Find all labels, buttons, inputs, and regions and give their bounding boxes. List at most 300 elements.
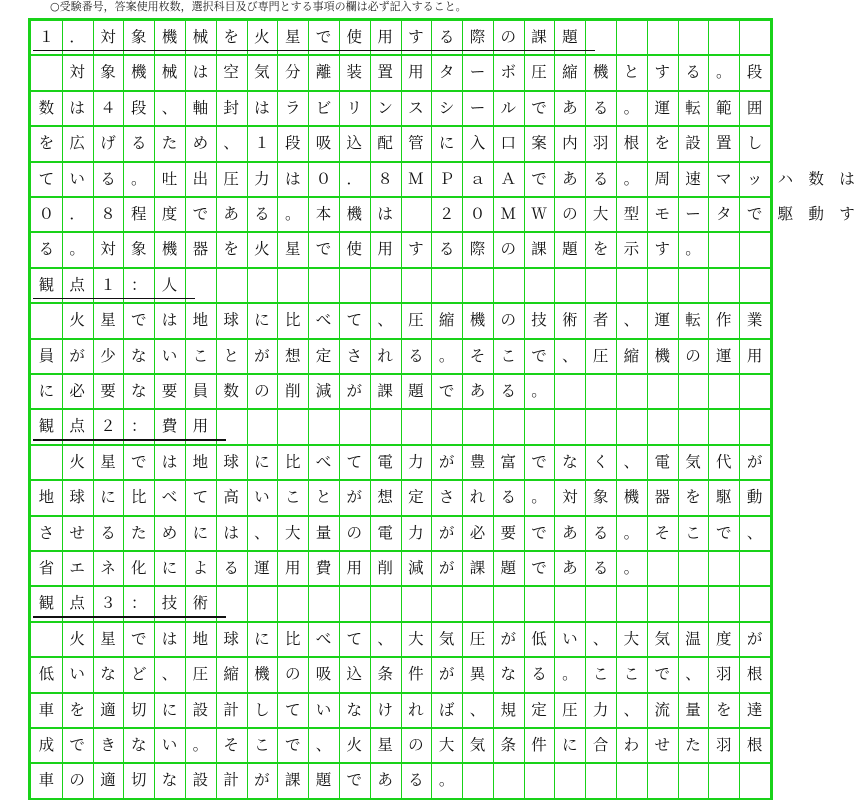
grid-cell: そ <box>223 735 239 754</box>
grid-cell: に <box>562 735 578 754</box>
grid-cell: 流 <box>654 700 670 719</box>
grid-cell: が <box>254 346 270 365</box>
grid-cell: ． <box>69 204 85 223</box>
grid-cell: せ <box>654 735 670 754</box>
grid-cell: 象 <box>592 488 609 507</box>
grid-cell: る <box>100 523 116 542</box>
heading-underline <box>33 439 226 441</box>
grid-cell: 段 <box>746 63 763 82</box>
grid-cell: ば <box>438 700 455 719</box>
grid-cell: 置 <box>377 63 393 82</box>
grid-cell: タ <box>716 204 732 223</box>
grid-cell: 、 <box>315 735 332 754</box>
grid-cell: リ <box>346 98 363 117</box>
grid-cell: ー <box>685 204 701 223</box>
grid-cell: 比 <box>284 311 301 330</box>
grid-cell: 象 <box>131 240 147 259</box>
grid-cell: 囲 <box>746 98 763 117</box>
text-row <box>31 764 770 799</box>
grid-cell: Ｍ <box>500 204 517 223</box>
grid-cell: の <box>408 735 424 754</box>
grid-cell: を <box>69 700 85 719</box>
grid-cell: ー <box>469 63 486 82</box>
grid-cell <box>31 623 62 656</box>
grid-cell: 数 <box>38 98 55 117</box>
grid-cell: 、 <box>377 629 393 648</box>
grid-cell: 転 <box>685 311 701 330</box>
grid-cell: ル <box>500 98 517 117</box>
grid-cell: に <box>100 488 116 507</box>
grid-cell: 封 <box>223 98 239 117</box>
grid-cell: 圧 <box>562 700 578 719</box>
heading-underline <box>33 616 226 618</box>
grid-cell: ３ <box>100 594 116 613</box>
grid-cell: が <box>746 629 763 648</box>
grid-cell: ビ <box>315 98 332 117</box>
grid-cell: タ <box>438 63 455 82</box>
grid-cell: の <box>685 346 701 365</box>
grid-cell: は <box>284 169 301 188</box>
grid-cell: Ｍ <box>408 169 424 188</box>
grid-cell: れ <box>377 346 393 365</box>
grid-cell: 象 <box>100 63 116 82</box>
grid-cell: 設 <box>192 771 209 790</box>
grid-cell: 低 <box>38 665 55 684</box>
grid-cell: る <box>592 558 609 577</box>
grid-cell: ０ <box>469 204 486 223</box>
grid-cell: 用 <box>377 27 393 46</box>
text-row <box>31 233 770 268</box>
grid-cell: 用 <box>192 417 209 436</box>
grid-cell: 用 <box>377 240 393 259</box>
grid-cell: す <box>654 63 670 82</box>
grid-cell: を <box>654 134 670 153</box>
grid-cell: 球 <box>223 452 239 471</box>
grid-cell: 、 <box>469 700 486 719</box>
grid-cell: で <box>131 452 147 471</box>
grid-cell: 動 <box>746 488 763 507</box>
grid-cell: 。 <box>192 735 209 754</box>
grid-cell: ２ <box>100 417 116 436</box>
grid-cell: 題 <box>562 27 578 46</box>
grid-cell: す <box>654 240 670 259</box>
grid-cell: 込 <box>346 665 363 684</box>
grid-cell: は <box>192 63 209 82</box>
grid-cell: ０ <box>38 204 55 223</box>
grid-cell: 型 <box>623 204 640 223</box>
grid-cell: べ <box>315 629 332 648</box>
grid-cell: る <box>408 346 424 365</box>
grid-cell: 。 <box>131 169 147 188</box>
grid-cell: 圧 <box>192 665 209 684</box>
grid-cell: を <box>716 700 732 719</box>
grid-cell: Ｐ <box>438 169 455 188</box>
grid-cell: 設 <box>192 700 209 719</box>
grid-cell: な <box>100 665 116 684</box>
grid-cell <box>401 198 432 231</box>
grid-cell: れ <box>408 700 424 719</box>
grid-cell: ボ <box>500 63 517 82</box>
grid-cell: ２ <box>438 204 455 223</box>
grid-cell: で <box>284 735 301 754</box>
grid-cell: 、 <box>254 523 270 542</box>
grid-cell: 、 <box>592 629 609 648</box>
grid-cell: で <box>438 381 455 400</box>
grid-cell: こ <box>500 346 517 365</box>
grid-cell: と <box>315 488 332 507</box>
grid-cell: な <box>161 771 178 790</box>
text-row <box>31 694 770 729</box>
grid-cell: 計 <box>223 700 239 719</box>
grid-cell: 題 <box>315 771 332 790</box>
grid-cell: の <box>284 665 301 684</box>
grid-cell: る <box>500 488 517 507</box>
grid-cell: 題 <box>562 240 578 259</box>
text-row <box>31 658 770 693</box>
form-instruction: ○受験番号，答案使用枚数，選択科目及び専門とする事項の欄は必ず記入すること。 <box>50 0 467 13</box>
grid-cell: ０ <box>315 169 332 188</box>
grid-cell: 星 <box>100 452 116 471</box>
grid-cell: る <box>254 204 270 223</box>
grid-cell: で <box>131 311 147 330</box>
text-row <box>31 517 770 552</box>
grid-cell: な <box>131 381 147 400</box>
grid-cell: め <box>161 523 178 542</box>
grid-cell: る <box>223 558 239 577</box>
grid-cell: 作 <box>716 311 732 330</box>
grid-cell: あ <box>562 523 578 542</box>
grid-cell: 羽 <box>716 735 732 754</box>
grid-cell: の <box>346 523 363 542</box>
grid-cell: を <box>592 240 609 259</box>
grid-cell: で <box>531 98 547 117</box>
grid-cell: 駆 <box>716 488 732 507</box>
grid-cell: た <box>161 134 178 153</box>
grid-cell: 火 <box>69 311 85 330</box>
grid-cell: 周 <box>654 169 670 188</box>
grid-cell: 地 <box>192 311 209 330</box>
text-row <box>31 375 770 410</box>
grid-cell: 対 <box>100 27 116 46</box>
text-row <box>31 92 770 127</box>
text-row <box>31 623 770 658</box>
grid-cell: 際 <box>469 27 486 46</box>
grid-cell: こ <box>284 488 301 507</box>
grid-cell: 条 <box>377 665 393 684</box>
grid-cell: で <box>531 169 547 188</box>
grid-cell: め <box>192 134 209 153</box>
grid-cell: と <box>623 63 640 82</box>
grid-cell: い <box>161 735 178 754</box>
grid-cell: 力 <box>592 700 609 719</box>
grid-cell: ａ <box>469 169 486 188</box>
grid-cell: 、 <box>161 665 178 684</box>
grid-cell: モ <box>654 204 670 223</box>
grid-cell: い <box>254 488 270 507</box>
grid-cell: 想 <box>377 488 393 507</box>
heading-underline <box>33 298 195 300</box>
grid-cell: 必 <box>469 523 486 542</box>
grid-cell: す <box>408 27 424 46</box>
grid-cell: 転 <box>685 98 701 117</box>
grid-cell: 機 <box>623 488 640 507</box>
grid-cell: を <box>223 27 239 46</box>
grid-cell: 電 <box>654 452 670 471</box>
grid-cell: 。 <box>438 346 455 365</box>
grid-cell: よ <box>192 558 209 577</box>
grid-cell: が <box>438 558 455 577</box>
grid-cell: 点 <box>69 417 85 436</box>
grid-cell: ー <box>469 98 486 117</box>
grid-cell: 比 <box>284 629 301 648</box>
grid-cell: 機 <box>161 27 178 46</box>
grid-cell: こ <box>685 523 701 542</box>
grid-cell: 課 <box>284 771 301 790</box>
grid-cell: 地 <box>192 452 209 471</box>
grid-cell: 程 <box>131 204 147 223</box>
grid-cell: 課 <box>377 381 393 400</box>
grid-cell: 成 <box>38 735 55 754</box>
grid-cell: 羽 <box>592 134 609 153</box>
grid-cell: 者 <box>592 311 609 330</box>
grid-cell: 員 <box>192 381 209 400</box>
grid-cell: 装 <box>346 63 363 82</box>
grid-cell: 。 <box>623 98 640 117</box>
grid-cell: ス <box>408 98 424 117</box>
grid-cell: る <box>592 169 609 188</box>
grid-cell: 。 <box>623 558 640 577</box>
grid-cell: 段 <box>131 98 147 117</box>
grid-cell: で <box>346 771 363 790</box>
grid-cell: る <box>38 240 55 259</box>
grid-cell: ： <box>131 594 147 613</box>
grid-cell: 度 <box>716 629 732 648</box>
grid-cell: 圧 <box>408 311 424 330</box>
grid-cell: あ <box>562 558 578 577</box>
grid-cell: 想 <box>284 346 301 365</box>
grid-cell: 。 <box>531 488 547 507</box>
grid-cell: ハ <box>777 169 794 188</box>
grid-cell: が <box>438 452 455 471</box>
grid-cell: そ <box>469 346 486 365</box>
grid-cell: 削 <box>284 381 301 400</box>
grid-cell: ． <box>69 27 85 46</box>
grid-cell: し <box>746 134 763 153</box>
grid-cell: 運 <box>716 346 732 365</box>
grid-cell: せ <box>69 523 85 542</box>
grid-cell: 費 <box>315 558 332 577</box>
grid-cell: 吐 <box>161 169 178 188</box>
grid-cell: て <box>192 488 209 507</box>
grid-cell: な <box>562 452 578 471</box>
grid-cell: は <box>254 98 270 117</box>
grid-cell: 使 <box>346 27 363 46</box>
heading-row <box>31 21 770 56</box>
grid-cell: 対 <box>100 240 116 259</box>
grid-cell: 機 <box>254 665 270 684</box>
grid-cell: は <box>161 452 178 471</box>
grid-cell: 用 <box>346 558 363 577</box>
grid-cell: 火 <box>346 735 363 754</box>
grid-cell: 羽 <box>716 665 732 684</box>
grid-cell: 地 <box>192 629 209 648</box>
grid-cell: に <box>192 523 209 542</box>
grid-cell: て <box>346 452 363 471</box>
grid-cell: 口 <box>500 134 517 153</box>
grid-cell: 定 <box>315 346 332 365</box>
grid-cell: さ <box>438 488 455 507</box>
grid-cell: 力 <box>408 452 424 471</box>
grid-cell: 員 <box>38 346 55 365</box>
grid-cell: 人 <box>161 275 178 294</box>
grid-cell: 富 <box>500 452 517 471</box>
grid-cell: 課 <box>469 558 486 577</box>
grid-cell: は <box>839 169 855 188</box>
grid-cell: べ <box>161 488 178 507</box>
grid-cell: を <box>685 488 701 507</box>
grid-cell: 範 <box>716 98 732 117</box>
grid-cell: 用 <box>408 63 424 82</box>
grid-cell: で <box>654 665 670 684</box>
grid-cell: 圧 <box>531 63 547 82</box>
grid-cell: て <box>38 169 55 188</box>
grid-cell: 機 <box>346 204 363 223</box>
grid-cell: 、 <box>746 523 763 542</box>
grid-cell: が <box>746 452 763 471</box>
grid-cell: 、 <box>377 311 393 330</box>
grid-cell: は <box>69 98 85 117</box>
heading-underline <box>33 50 595 52</box>
grid-cell: 数 <box>808 169 824 188</box>
grid-cell: 火 <box>254 240 270 259</box>
grid-cell: あ <box>562 169 578 188</box>
grid-cell: 異 <box>469 665 486 684</box>
grid-cell: 入 <box>469 134 486 153</box>
grid-cell: が <box>500 629 517 648</box>
grid-cell: 縮 <box>438 311 455 330</box>
heading-row <box>31 587 770 622</box>
grid-cell: 。 <box>623 523 640 542</box>
grid-cell: 比 <box>284 452 301 471</box>
grid-cell: 運 <box>654 311 670 330</box>
grid-cell: 大 <box>623 629 640 648</box>
grid-cell: の <box>500 240 517 259</box>
grid-cell: 減 <box>408 558 424 577</box>
grid-cell: 配 <box>377 134 393 153</box>
grid-cell: 地 <box>38 488 55 507</box>
grid-cell: で <box>531 523 547 542</box>
grid-cell: 星 <box>284 240 301 259</box>
grid-cell: 星 <box>100 311 116 330</box>
grid-cell: で <box>531 558 547 577</box>
grid-cell: 圧 <box>223 169 239 188</box>
grid-cell: ４ <box>100 98 116 117</box>
grid-cell: 課 <box>531 240 547 259</box>
grid-cell: ン <box>377 98 393 117</box>
grid-cell: 球 <box>223 629 239 648</box>
grid-cell: る <box>592 523 609 542</box>
grid-cell: 機 <box>469 311 486 330</box>
text-row <box>31 127 770 162</box>
grid-cell: が <box>254 771 270 790</box>
grid-cell: 際 <box>469 240 486 259</box>
grid-cell: 、 <box>161 98 178 117</box>
grid-cell: が <box>346 381 363 400</box>
grid-cell: い <box>69 665 85 684</box>
grid-cell: 分 <box>284 63 301 82</box>
grid-cell: を <box>223 240 239 259</box>
grid-cell: 数 <box>223 381 239 400</box>
grid-cell: 空 <box>223 63 239 82</box>
grid-cell: 要 <box>161 381 178 400</box>
grid-cell: 本 <box>315 204 332 223</box>
grid-cell: 。 <box>685 240 701 259</box>
grid-cell: 星 <box>284 27 301 46</box>
grid-cell: １ <box>254 134 270 153</box>
grid-cell: 段 <box>284 134 301 153</box>
grid-cell: が <box>69 346 85 365</box>
grid-cell: に <box>438 134 455 153</box>
grid-cell: 。 <box>69 240 85 259</box>
grid-cell: る <box>438 240 455 259</box>
grid-cell: て <box>346 311 363 330</box>
text-row <box>31 163 855 198</box>
grid-cell: ８ <box>100 204 116 223</box>
grid-cell: べ <box>315 311 332 330</box>
grid-cell: 量 <box>315 523 332 542</box>
grid-cell: 、 <box>623 452 640 471</box>
grid-cell: 必 <box>69 381 85 400</box>
grid-cell: 、 <box>562 346 578 365</box>
grid-cell: 度 <box>161 204 178 223</box>
grid-cell: 器 <box>192 240 209 259</box>
grid-cell: 術 <box>562 311 578 330</box>
grid-cell: 費 <box>161 417 178 436</box>
grid-cell: 星 <box>100 629 116 648</box>
grid-cell: さ <box>346 346 363 365</box>
grid-cell: な <box>346 700 363 719</box>
grid-cell: 器 <box>654 488 670 507</box>
grid-cell: た <box>685 735 701 754</box>
grid-cell: で <box>531 346 547 365</box>
grid-cell <box>31 56 62 89</box>
grid-cell: 大 <box>438 735 455 754</box>
grid-cell: 減 <box>315 381 332 400</box>
grid-cell: で <box>531 452 547 471</box>
grid-cell: 件 <box>531 735 547 754</box>
grid-cell: 。 <box>531 381 547 400</box>
grid-cell: 合 <box>592 735 609 754</box>
grid-cell: 離 <box>315 63 332 82</box>
grid-cell: な <box>500 665 517 684</box>
text-row <box>31 481 770 516</box>
grid-cell: 対 <box>69 63 85 82</box>
grid-cell: 電 <box>377 523 393 542</box>
grid-cell: 題 <box>500 558 517 577</box>
grid-cell: 吸 <box>315 665 332 684</box>
grid-cell: １ <box>100 275 116 294</box>
grid-cell: 大 <box>408 629 424 648</box>
grid-cell: 使 <box>346 240 363 259</box>
grid-cell: 省 <box>38 558 55 577</box>
grid-cell: が <box>438 523 455 542</box>
grid-cell: 火 <box>69 452 85 471</box>
grid-cell: あ <box>469 381 486 400</box>
grid-cell: に <box>254 311 270 330</box>
grid-cell: 。 <box>284 204 301 223</box>
grid-cell: 球 <box>69 488 85 507</box>
grid-cell: げ <box>100 134 116 153</box>
